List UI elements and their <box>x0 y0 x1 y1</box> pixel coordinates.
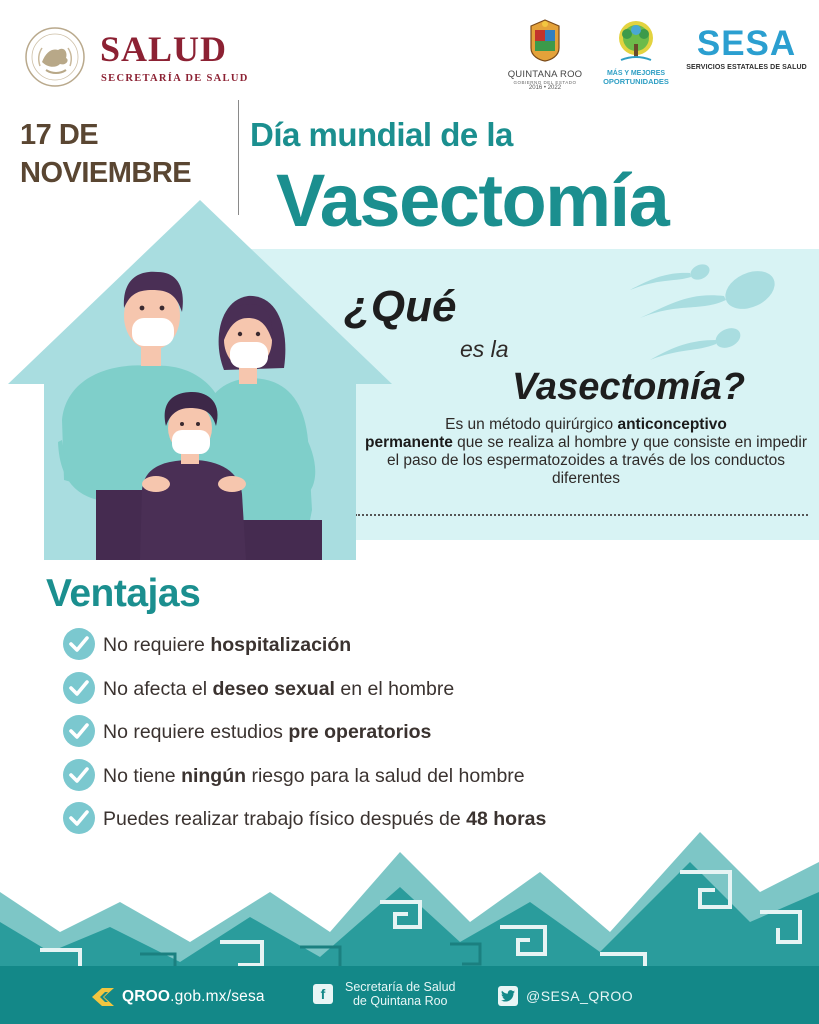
dotted-divider <box>355 514 808 516</box>
twitter-link[interactable] <box>498 986 633 1006</box>
event-date <box>20 116 191 192</box>
website-link[interactable] <box>90 986 265 1008</box>
desc-bold-2: permanente <box>365 434 453 451</box>
tree-icon <box>611 20 661 64</box>
qroo-gov: GOBIERNO DEL ESTADO <box>513 80 577 85</box>
check-circle-icon <box>63 802 95 834</box>
salud-title: SALUD <box>100 29 228 69</box>
title-small: Día mundial de la <box>250 116 513 153</box>
qroo-logo-icon <box>90 986 116 1008</box>
list-item-text: No requiere estudios pre operatorios <box>103 721 432 743</box>
list-item <box>63 715 546 759</box>
desc-text-1: Es un método quirúrgico <box>445 416 618 433</box>
list-item-text: No afecta el deseo sexual en el hombre <box>103 677 455 700</box>
ventajas-list <box>63 628 546 846</box>
check-circle-icon <box>63 672 95 704</box>
family-house-illustration <box>0 190 400 560</box>
ventajas-heading: Ventajas <box>46 572 201 615</box>
sesa-logo <box>684 26 809 71</box>
list-item <box>63 759 546 803</box>
oport-line1: MÁS Y MEJORES <box>606 70 666 77</box>
facebook-icon: f <box>313 984 333 1004</box>
sesa-subtitle: SERVICIOS ESTATALES DE SALUD <box>686 64 807 71</box>
description <box>360 416 812 488</box>
check-circle-icon <box>63 628 95 660</box>
header <box>0 0 819 95</box>
salud-subtitle: SECRETARÍA DE SALUD <box>101 73 249 84</box>
question-que: ¿Qué <box>344 282 457 331</box>
footer <box>0 966 819 1024</box>
facebook-text: Secretaría de Salud de Quintana Roo <box>345 980 456 1008</box>
sesa-title: SESA <box>696 24 797 63</box>
oportunidades-logo <box>598 20 674 86</box>
title-big: Vasectomía <box>276 159 669 242</box>
check-circle-icon <box>63 715 95 747</box>
list-item <box>63 628 546 672</box>
desc-bold-1: anticonceptivo <box>617 416 727 433</box>
qroo-name: QUINTANA ROO <box>507 69 583 80</box>
date-line2: NOVIEMBRE <box>20 157 192 189</box>
list-item-text: Puedes realizar trabajo físico después de 48 horas <box>103 808 547 830</box>
desc-text-2: que se realiza al hombre y que consiste en impedir el paso de los espermatozoides a través de los conductos diferentes <box>386 434 807 487</box>
date-line1: 17 DE <box>20 119 99 151</box>
oport-line2: OPORTUNIDADES <box>603 77 669 86</box>
list-item-text: No tiene ningún riesgo para la salud del hombre <box>103 764 525 787</box>
list-item-text: No requiere hospitalización <box>103 634 352 656</box>
mountains-pattern <box>0 832 819 972</box>
check-circle-icon <box>63 759 95 791</box>
twitter-handle: @SESA_QROO <box>526 988 634 1004</box>
question-es-la: es la <box>460 336 509 362</box>
facebook-link[interactable] <box>313 980 456 1008</box>
mexico-seal-icon <box>22 26 88 88</box>
twitter-icon <box>498 986 518 1006</box>
qroo-years: 2016 • 2022 <box>528 85 562 91</box>
website-text: QROO.gob.mx/sesa <box>122 988 265 1005</box>
list-item <box>63 672 546 716</box>
quintana-roo-shield-icon <box>527 18 563 62</box>
quintana-roo-logo <box>505 18 585 91</box>
sperm-illustration <box>600 252 800 372</box>
question-vasectomia: Vasectomía? <box>512 366 746 408</box>
